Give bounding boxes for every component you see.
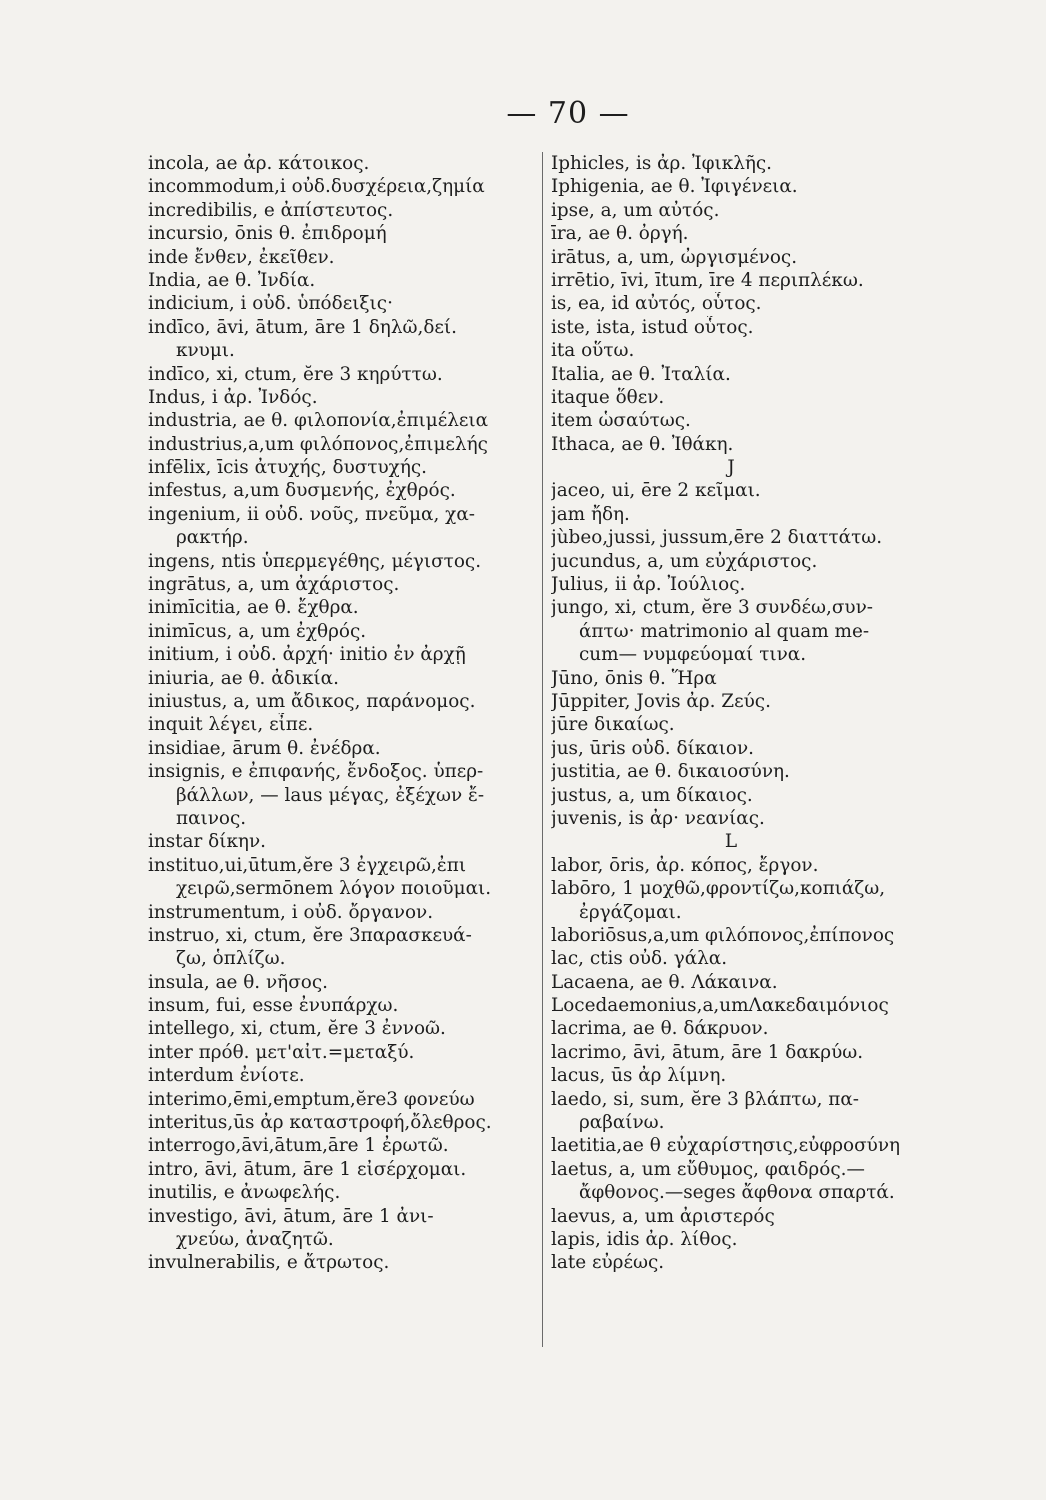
entry-continuation: ρακτήρ. <box>176 527 249 549</box>
dictionary-entry: insignis, e ἐπιφανής, ἔνδοξος. ὑπερ- <box>148 761 484 783</box>
dictionary-entry: incommodum,i οὐδ.δυσχέρεια,ζημία <box>148 176 485 198</box>
entry-continuation: παινος. <box>176 807 247 829</box>
entry-continuation: άπτω· matrimonio al quam me- <box>579 620 870 642</box>
left-column <box>148 152 540 1275</box>
dictionary-entry: jucundus, a, um εὐχάριστος. <box>551 550 818 572</box>
dictionary-entry: inde ἔνθεν, ἐκεῖθεν. <box>148 246 335 268</box>
section-letter: L <box>724 831 738 853</box>
dictionary-entry: juvenis, is ἀρ· νεανίας. <box>551 807 765 829</box>
dictionary-entry: Jūppiter, Jovis ἀρ. Ζεύς. <box>551 690 771 712</box>
dictionary-entry: industrius,a,um φιλόπονος,ἐπιμελής <box>148 433 488 455</box>
dictionary-entry: lapis, idis ἀρ. λίθος. <box>551 1228 738 1250</box>
entry-continuation: ραβαίνω. <box>579 1112 665 1134</box>
dictionary-entry: ingrātus, a, um ἀχάριστος. <box>148 574 400 596</box>
dictionary-entry: īra, ae θ. ὀργή. <box>551 223 689 245</box>
dictionary-entry: interimo,ēmi,emptum,ĕre3 φονεύω <box>148 1088 475 1110</box>
entry-continuation: ἐργάζομαι. <box>579 901 682 923</box>
dictionary-entry: laetus, a, um εὔθυμος, φαιδρός.— <box>551 1158 865 1180</box>
dictionary-entry: itaque ὅθεν. <box>551 386 665 408</box>
entry-continuation: χνεύω, ἀναζητῶ. <box>176 1228 334 1250</box>
dictionary-entry: Ithaca, ae θ. Ἰθάκη. <box>551 433 734 455</box>
dictionary-entry: indicium, i οὐδ. ὑπόδειξις· <box>148 293 393 315</box>
dictionary-entry: instituo,ui,ūtum,ĕre 3 ἐγχειρῶ,ἐπι <box>148 854 467 876</box>
dictionary-entry: laevus, a, um ἀριστερός <box>551 1205 775 1227</box>
entry-continuation: cum— νυμφεύομαί τινα. <box>579 644 807 666</box>
page-number: — 70 — <box>506 96 630 131</box>
dictionary-entry: inter πρόθ. μετ'αἰτ.=μεταξύ. <box>148 1041 415 1063</box>
dictionary-entry: invulnerabilis, e ἄτρωτος. <box>148 1252 390 1274</box>
section-letter: J <box>727 457 735 479</box>
dictionary-entry: incredibilis, e ἀπίστευτος. <box>148 199 394 221</box>
dictionary-entry: indīco, āvi, ātum, āre 1 δηλῶ,δεί. <box>148 316 457 338</box>
dictionary-entry: labōro, 1 μοχθῶ,φροντίζω,κοπιάζω, <box>551 878 886 900</box>
dictionary-entry: Locedaemonius,a,umΛακεδαιμόνιος <box>551 995 889 1017</box>
dictionary-entry: Lacaena, ae θ. Λάκαινα. <box>551 971 778 993</box>
dictionary-entry: instrumentum, i οὐδ. ὄργανον. <box>148 901 434 923</box>
dictionary-entry: lac, ctis οὐδ. γάλα. <box>551 948 728 970</box>
entry-continuation: βάλλων, — laus μέγας, ἐξέχων ἔ- <box>176 784 485 806</box>
dictionary-entry: industria, ae θ. φιλοπονία,ἐπιμέλεια <box>148 410 489 432</box>
dictionary-entry: instruo, xi, ctum, ĕre 3παρασκευά- <box>148 924 472 946</box>
column-divider <box>542 152 543 1347</box>
dictionary-entry: Jūno, ōnis θ. Ἥρα <box>551 667 717 689</box>
dictionary-entry: Indus, i ἀρ. Ἰνδός. <box>148 386 318 408</box>
dictionary-entry: late εὐρέως. <box>551 1252 665 1274</box>
dictionary-entry: intro, āvi, ātum, āre 1 εἰσέρχομαι. <box>148 1158 467 1180</box>
entry-continuation: ἄφθονος.—seges ἄφθονα σπαρτά. <box>579 1182 895 1204</box>
dictionary-entry: Italia, ae θ. Ἰταλία. <box>551 363 731 385</box>
dictionary-entry: interdum ἐνίοτε. <box>148 1065 305 1087</box>
dictionary-entry: initium, i οὐδ. ἀρχή· initio ἐν ἀρχῇ <box>148 644 466 666</box>
dictionary-entry: laboriōsus,a,um φιλόπονος,ἐπίπονος <box>551 924 895 946</box>
dictionary-entry: infestus, a,um δυσμενής, ἐχθρός. <box>148 480 456 502</box>
dictionary-entry: ita οὕτω. <box>551 340 635 362</box>
dictionary-entry: incola, ae ἀρ. κάτοικος. <box>148 153 370 174</box>
entry-continuation: κνυμι. <box>176 340 235 362</box>
dictionary-entry: Iphigenia, ae θ. Ἰφιγένεια. <box>551 176 798 198</box>
dictionary-entry: Iphicles, is ἀρ. Ἰφικλῆς. <box>551 153 773 174</box>
dictionary-entry: iniustus, a, um ἄδικος, παράνομος. <box>148 690 476 712</box>
dictionary-entry: iniuria, ae θ. ἀδικία. <box>148 667 339 689</box>
dictionary-entry: laedo, si, sum, ĕre 3 βλάπτω, πα- <box>551 1088 860 1110</box>
dictionary-entry: jus, ūris οὐδ. δίκαιον. <box>551 737 754 759</box>
dictionary-entry: ingenium, ii οὐδ. νοῦς, πνεῦμα, χα- <box>148 503 475 525</box>
dictionary-entry: inquit λέγει, εἶπε. <box>148 714 314 736</box>
dictionary-entry: irātus, a, um, ὠργισμένος. <box>551 246 798 268</box>
dictionary-entry: India, ae θ. Ἰνδία. <box>148 269 316 291</box>
dictionary-entry: jùbeo,jussi, jussum,ēre 2 διαττάτω. <box>551 527 883 549</box>
dictionary-entry: justus, a, um δίκαιος. <box>551 784 753 806</box>
entry-continuation: ζω, ὁπλίζω. <box>176 948 286 970</box>
dictionary-entry: lacrima, ae θ. δάκρυον. <box>551 1018 769 1040</box>
dictionary-entry: is, ea, id αὐτός, οὗτος. <box>551 293 762 315</box>
dictionary-entry: ingens, ntis ὑπερμεγέθης, μέγιστος. <box>148 550 482 572</box>
dictionary-entry: Julius, ii ἀρ. Ἰούλιος. <box>551 574 746 596</box>
dictionary-entry: inimīcus, a, um ἐχθρός. <box>148 620 367 642</box>
dictionary-entry: investigo, āvi, ātum, āre 1 ἀνι- <box>148 1205 434 1227</box>
dictionary-entry: laetitia,ae θ εὐχαρίστησις,εὐφροσύνη <box>551 1135 901 1157</box>
dictionary-entry: incursio, ōnis θ. ἐπιδρομή <box>148 223 387 245</box>
dictionary-entry: insum, fui, esse ἐνυπάρχω. <box>148 995 399 1017</box>
dictionary-entry: justitia, ae θ. δικαιοσύνη. <box>551 761 790 783</box>
dictionary-entry: jungo, xi, ctum, ĕre 3 συνδέω,συν- <box>551 597 873 619</box>
dictionary-entry: ipse, a, um αὐτός. <box>551 199 720 221</box>
right-column <box>551 152 971 1275</box>
dictionary-entry: jaceo, ui, ēre 2 κεῖμαι. <box>551 480 761 502</box>
dictionary-entry: item ὡσαύτως. <box>551 410 691 432</box>
dictionary-entry: jam ἤδη. <box>551 503 630 525</box>
dictionary-entry: lacus, ūs ἀρ λίμνη. <box>551 1065 727 1087</box>
dictionary-entry: irrētio, īvi, ītum, īre 4 περιπλέκω. <box>551 269 864 291</box>
dictionary-entry: intellego, xi, ctum, ĕre 3 ἐννοῶ. <box>148 1018 446 1040</box>
dictionary-entry: interrogo,āvi,ātum,āre 1 ἐρωτῶ. <box>148 1135 449 1157</box>
entry-continuation: χειρῶ,sermōnem λόγον ποιοῦμαι. <box>176 878 492 900</box>
dictionary-entry: infēlix, īcis ἀτυχής, δυστυχής. <box>148 457 427 479</box>
dictionary-entry: insidiae, ārum θ. ἐνέδρα. <box>148 737 381 759</box>
dictionary-entry: lacrimo, āvi, ātum, āre 1 δακρύω. <box>551 1041 864 1063</box>
dictionary-entry: indīco, xi, ctum, ĕre 3 κηρύττω. <box>148 363 443 385</box>
dictionary-entry: labor, ōris, ἀρ. κόπος, ἔργον. <box>551 854 819 876</box>
dictionary-entry: jūre δικαίως. <box>551 714 675 736</box>
dictionary-entry: inutilis, e ἀνωφελής. <box>148 1182 341 1204</box>
dictionary-entry: insula, ae θ. νῆσος. <box>148 971 328 993</box>
dictionary-entry: iste, ista, istud οὗτος. <box>551 316 754 338</box>
dictionary-entry: instar δίκην. <box>148 831 266 853</box>
dictionary-entry: inimīcitia, ae θ. ἔχθρα. <box>148 597 359 619</box>
dictionary-entry: interitus,ūs ἀρ καταστροφή,ὄλεθρος. <box>148 1112 492 1134</box>
